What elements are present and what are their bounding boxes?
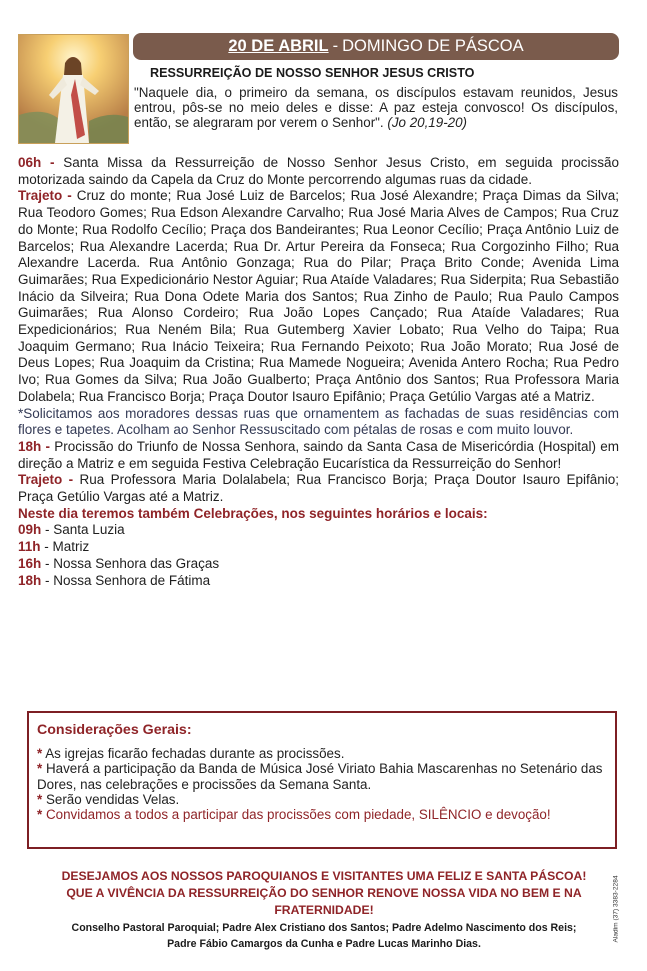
celebrations-heading: Neste dia teremos também Celebrações, nos seguintes horários e locais: (18, 505, 488, 521)
celebration-item (18, 539, 619, 556)
celebration-time: 11h (18, 539, 41, 555)
consideration-item (37, 807, 605, 822)
morning-time: 06h - (18, 155, 55, 170)
celebrations-list (18, 522, 619, 589)
bullet-star-icon: * (37, 807, 43, 823)
quote-reference: (Jo 20,19-20) (387, 115, 468, 130)
closing-line: QUE A VIVÊNCIA DA RESSURREIÇÃO DO SENHOR RENOVE NOSSA VIDA NO BEM E NA FRATERNIDADE! (66, 886, 582, 917)
bullet-star-icon: * (37, 761, 43, 777)
celebration-time: 16h (18, 555, 42, 571)
celebration-place: - Nossa Senhora das Graças (45, 555, 220, 571)
consideration-text: Haverá a participação da Banda de Música José Viriato Bahia Mascarenhas no Setenário das Dores, nas celebrações e procissões da Semana Santa. (37, 761, 603, 792)
closing-line: DESEJAMOS AOS NOSSOS PAROQUIANOS E VISITANTES UMA FELIZ E SANTA PÁSCOA! (61, 869, 587, 883)
morning-route: Cruz do monte; Rua José Luiz de Barcelos; Rua José Alexandre; Praça Dimas da Silva; Rua Teodoro Gomes; Rua Edson Alexandre Carvalho; Rua José Maria Alves de Campos; Rua Cruz do Monte; Rua Rodolfo Cecílio; Praça dos Bandeirantes; Rua Leonor Cecílio; Praça Antônio Luiz de Barcelos; Rua Alexandre Lacerda; Rua Dr. Artur Pereira da Fonseca; Rua Corgozinho Filho; Rua Alexandre Lacerda. Rua Antônio Gonzaga; Rua do Pilar; Praça Brito Conde; Avenida Lima Guimarães; Rua Expedicionário Nestor Aguiar; Rua Ataíde Valadares; Rua Siderpita; Rua Sebastião Inácio da Silveira; Rua Dona Odete Maria dos Santos; Rua Zinho de Paulo; Rua Paulo Campos Guimarães; Rua Alonso Cordeiro; Rua João Lopes Cançado; Rua Ataíde Valadares; Rua Expedicionários; Rua Neném Bila; Rua Gutemberg Xavier Lobato; Rua Velho do Taipa; Rua Joaquim Germano; Rua Inácio Teixeira; Rua Fernando Peixoto; Rua João Morato; Rua José de Deus Lopes; Rua Joaquim da Cristina; Rua Mamede Nogueira; Avenida Antero Rocha; Rua Pedro Ivo; Rua Gomes da Silva; Rua João Gualberto; Praça Antônio dos Santos; Rua Professora Maria Dolabela; Rua Francisco Borja; Praça Doutor Isauro Epifânio; Praça Getúlio Vargas até a Matriz. (18, 188, 619, 404)
evening-route: Rua Professora Maria Dolalabela; Rua Francisco Borja; Praça Doutor Isauro Epifânio; Praça Getúlio Vargas até a Matriz. (18, 472, 619, 505)
schedule-body (18, 155, 619, 589)
gospel-quote (134, 85, 618, 130)
bullet-star-icon: * (37, 746, 43, 762)
evening-procession-paragraph (18, 439, 619, 472)
celebration-item (18, 556, 619, 573)
evening-route-label: Trajeto - (18, 472, 74, 488)
evening-time: 18h - (18, 438, 51, 454)
credits-line: Padre Fábio Camargos da Cunha e Padre Lucas Marinho Dias. (167, 938, 481, 950)
consideration-item (37, 792, 605, 807)
consideration-text: Convidamos a todos a participar das procissões com piedade, SILÊNCIO e devoção! (45, 807, 551, 823)
celebration-time: 18h (18, 572, 42, 588)
bullet-star-icon: * (37, 791, 43, 807)
credits-line: Conselho Pastoral Paroquial; Padre Alex Cristiano dos Santos; Padre Adelmo Nascimento dos Reis; (71, 922, 577, 934)
printer-mark (608, 864, 624, 954)
risen-christ-image (18, 34, 129, 144)
celebration-place: - Matriz (44, 539, 90, 555)
consideration-item (37, 761, 605, 791)
celebration-item (18, 522, 619, 539)
closing-message (24, 868, 624, 919)
morning-mass-paragraph (18, 155, 619, 188)
considerations-title: Considerações Gerais: (37, 722, 192, 738)
considerations-box (27, 711, 617, 849)
banner-separator: - (332, 37, 339, 55)
banner-day: DOMINGO DE PÁSCOA (342, 37, 524, 55)
morning-text: Santa Missa da Ressurreição de Nosso Senhor Jesus Cristo, em seguida procissão motorizada saindo da Capela da Cruz do Monte percorrendo algumas ruas da cidade. (18, 155, 619, 187)
date-banner (133, 33, 619, 60)
printer-mark-text: Aladim (37) 3383-2284 (612, 875, 620, 943)
celebration-place: - Santa Luzia (45, 522, 125, 538)
celebration-place: - Nossa Senhora de Fátima (45, 572, 211, 588)
credits (24, 920, 624, 952)
page-subtitle: RESSURREIÇÃO DE NOSSO SENHOR JESUS CRISTO (150, 66, 475, 80)
evening-route-paragraph (18, 472, 619, 505)
banner-date: 20 DE ABRIL (228, 37, 329, 55)
consideration-item (37, 746, 605, 761)
celebration-item (18, 573, 619, 590)
celebration-time: 09h (18, 522, 42, 538)
morning-route-paragraph (18, 188, 619, 405)
evening-text: Procissão do Triunfo de Nossa Senhora, saindo da Santa Casa de Misericórdia (Hospital) em direção a Matriz e em seguida Festiva Celebração Eucarística da Ressurreição do Senhor! (18, 438, 619, 471)
residents-note: *Solicitamos aos moradores dessas ruas que ornamentem as fachadas de suas residências com flores e tapetes. Acolham ao Senhor Ressuscitado com pétalas de rosas e com muito louvor. (18, 405, 619, 438)
morning-route-label: Trajeto - (18, 188, 72, 204)
quote-text: "Naquele dia, o primeiro da semana, os discípulos estavam reunidos, Jesus entrou, pôs-se no meio deles e disse: A paz esteja convosco! Os discípulos, então, se alegraram por verem o Senhor". (134, 85, 618, 130)
consideration-text: Serão vendidas Velas. (45, 791, 180, 807)
consideration-text: As igrejas ficarão fechadas durante as procissões. (45, 746, 345, 762)
